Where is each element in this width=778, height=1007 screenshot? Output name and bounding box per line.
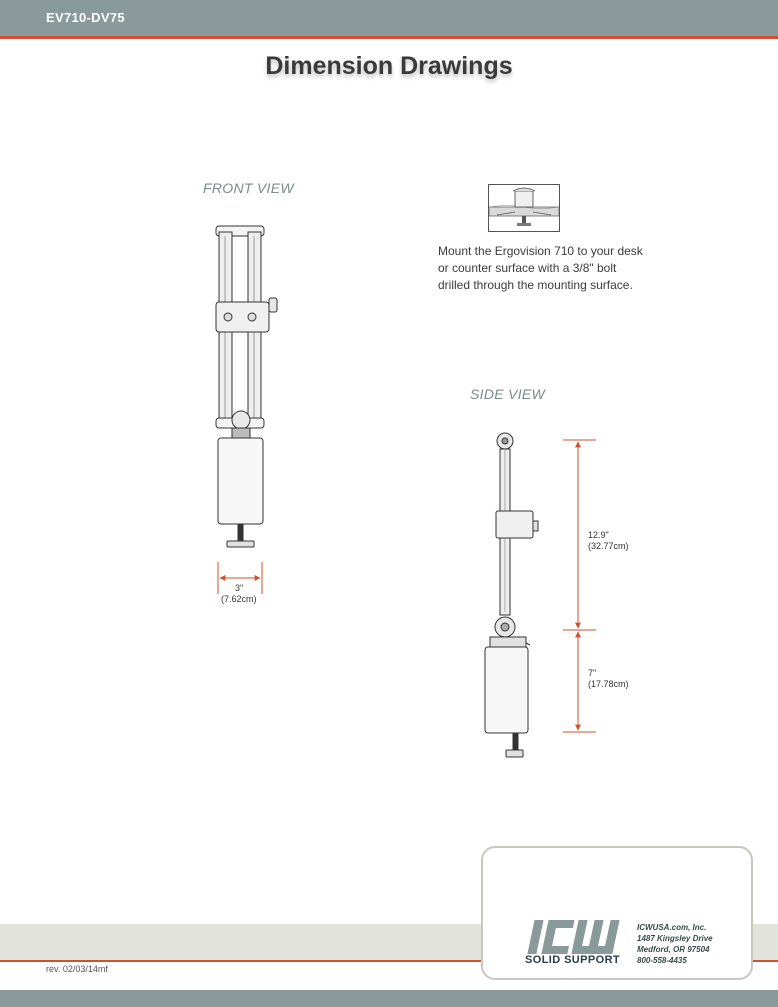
- mount-text-line: Mount the Ergovision 710 to your desk: [438, 244, 643, 258]
- company-street: 1487 Kingsley Drive: [637, 934, 713, 943]
- upper-height-cm: (32.77cm): [588, 541, 629, 551]
- front-width-inches: 3": [235, 583, 244, 593]
- lower-height-inches: 7": [588, 668, 597, 678]
- lower-height-cm: (17.78cm): [588, 679, 629, 689]
- front-width-cm: (7.62cm): [221, 594, 257, 604]
- upper-height-inches: 12.9": [588, 530, 609, 540]
- logo-tagline: SOLID SUPPORT: [525, 954, 621, 966]
- mount-text-line: drilled through the mounting surface.: [438, 278, 633, 292]
- revision-note: rev. 02/03/14mf: [46, 964, 108, 974]
- company-name: ICWUSA.com, Inc.: [637, 923, 707, 932]
- front-view-label: FRONT VIEW: [203, 180, 294, 196]
- company-info-box: [481, 846, 753, 980]
- company-phone: 800-558-4435: [637, 956, 687, 965]
- icw-logo: [525, 918, 627, 956]
- side-view-label: SIDE VIEW: [470, 386, 546, 402]
- mount-text-line: or counter surface with a 3/8" bolt: [438, 261, 617, 275]
- footer-bar: [0, 990, 778, 1007]
- company-address: [637, 922, 713, 966]
- company-city: Medford, OR 97504: [637, 945, 710, 954]
- front-view-drawing: [216, 226, 277, 547]
- page-title: Dimension Drawings: [265, 52, 513, 80]
- product-code: EV710-DV75: [46, 10, 125, 25]
- side-view-drawing: [485, 433, 538, 757]
